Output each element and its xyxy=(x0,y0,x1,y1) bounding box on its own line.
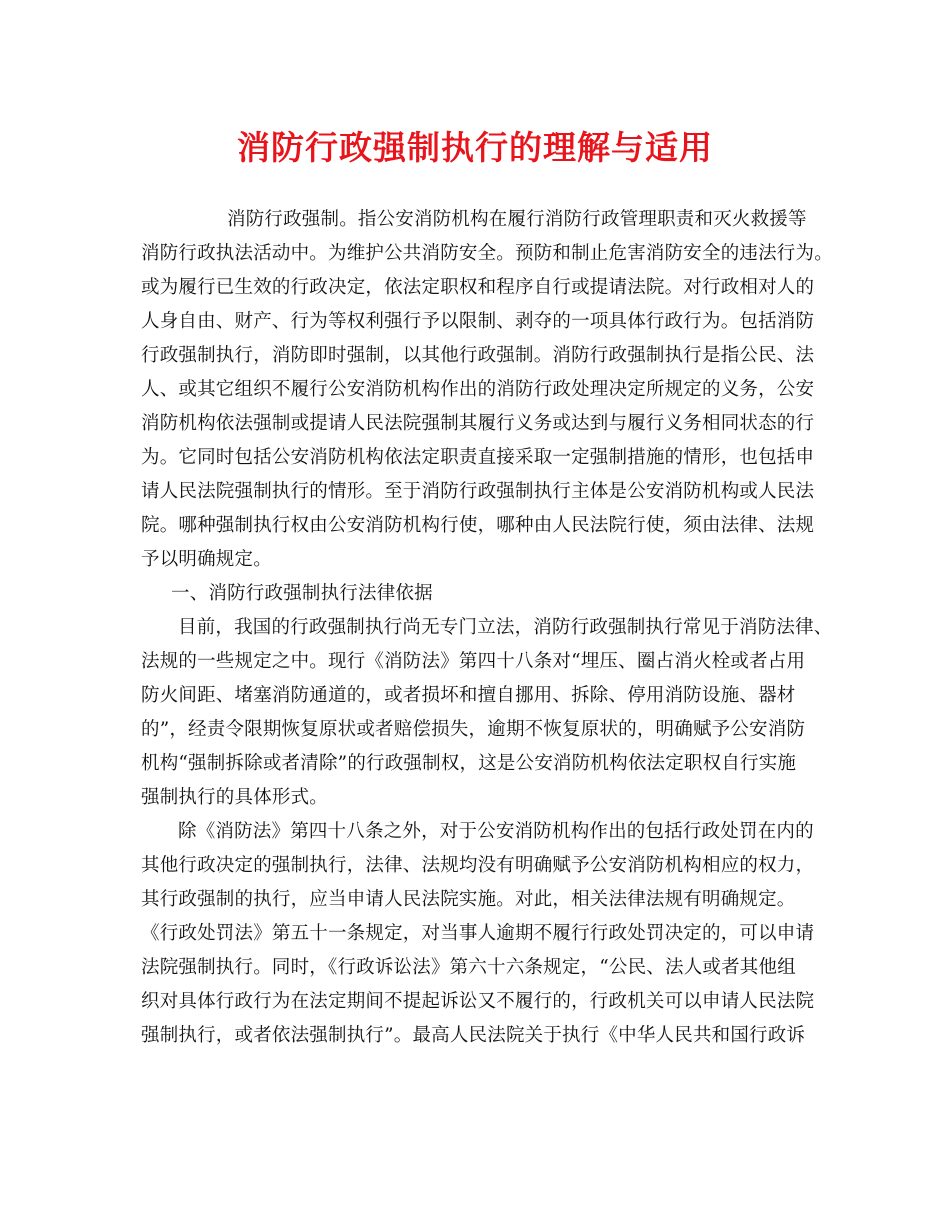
text-line: 消防机构依法强制或提请人民法院强制其履行义务或达到与履行义务相同状态的行 xyxy=(141,413,815,434)
text-line: 消防行政强制。指公安消防机构在履行消防行政管理职责和灭火救援等 xyxy=(227,209,807,230)
text-line: 《行政处罚法》第五十一条规定，对当事人逾期不履行行政处罚决定的，可以申请 xyxy=(141,923,815,944)
text-line: 请人民法院强制执行的情形。至于消防行政强制执行主体是公安消防机构或人民法 xyxy=(141,481,815,502)
text-line: 人、或其它组织不履行公安消防机构作出的消防行政处理决定所规定的义务，公安 xyxy=(141,379,815,400)
text-line: 其他行政决定的强制执行，法律、法规均没有明确赋予公安消防机构相应的权力， xyxy=(141,855,815,876)
text-line: 织对具体行政行为在法定期间不提起诉讼又不履行的，行政机关可以申请人民法院 xyxy=(141,991,815,1012)
text-line: 法院强制执行。同时，《行政诉讼法》第六十六条规定，“公民、法人或者其他组 xyxy=(141,957,796,978)
document-title: 消防行政强制执行的理解与适用 xyxy=(237,128,713,167)
text-line: 强制执行，或者依法强制执行”。最高人民法院关于执行《中华人民共和国行政诉 xyxy=(141,1025,806,1046)
text-line: 法规的一些规定之中。现行《消防法》第四十八条对“埋压、圈占消火栓或者占用 xyxy=(141,651,806,672)
text-line: 的”，经责令限期恢复原状或者赔偿损失，逾期不恢复原状的，明确赋予公安消防 xyxy=(141,719,806,740)
text-line: 为。它同时包括公安消防机构依法定职责直接采取一定强制措施的情形，也包括申 xyxy=(141,447,815,468)
text-line: 除《消防法》第四十八条之外，对于公安消防机构作出的包括行政处罚在内的 xyxy=(178,821,814,842)
text-line: 行政强制执行，消防即时强制，以其他行政强制。消防行政强制执行是指公民、法 xyxy=(141,345,815,366)
text-line: 强制执行的具体形式。 xyxy=(141,787,329,808)
text-line: 或为履行已生效的行政决定，依法定职权和程序自行或提请法院。对行政相对人的 xyxy=(141,277,815,298)
text-line: 目前，我国的行政强制执行尚无专门立法，消防行政强制执行常见于消防法律、 xyxy=(178,617,833,638)
text-line: 消防行政执法活动中。为维护公共消防安全。预防和制止危害消防安全的违法行为。 xyxy=(141,243,833,264)
text-line: 予以明确规定。 xyxy=(141,549,272,570)
text-line: 其行政强制的执行，应当申请人民法院实施。对此，相关法律法规有明确规定。 xyxy=(141,889,796,910)
section-heading: 一、消防行政强制执行法律依据 xyxy=(171,583,433,604)
text-line: 人身自由、财产、行为等权利强行予以限制、剥夺的一项具体行政行为。包括消防 xyxy=(141,311,815,332)
text-line: 院。哪种强制执行权由公安消防机构行使，哪种由人民法院行使，须由法律、法规 xyxy=(141,515,815,536)
document-body xyxy=(141,203,833,1053)
text-line: 机构“强制拆除或者清除”的行政强制权，这是公安消防机构依法定职权自行实施 xyxy=(141,753,797,774)
text-line: 防火间距、堵塞消防通道的，或者损坏和擅自挪用、拆除、停用消防设施、器材 xyxy=(141,685,796,706)
